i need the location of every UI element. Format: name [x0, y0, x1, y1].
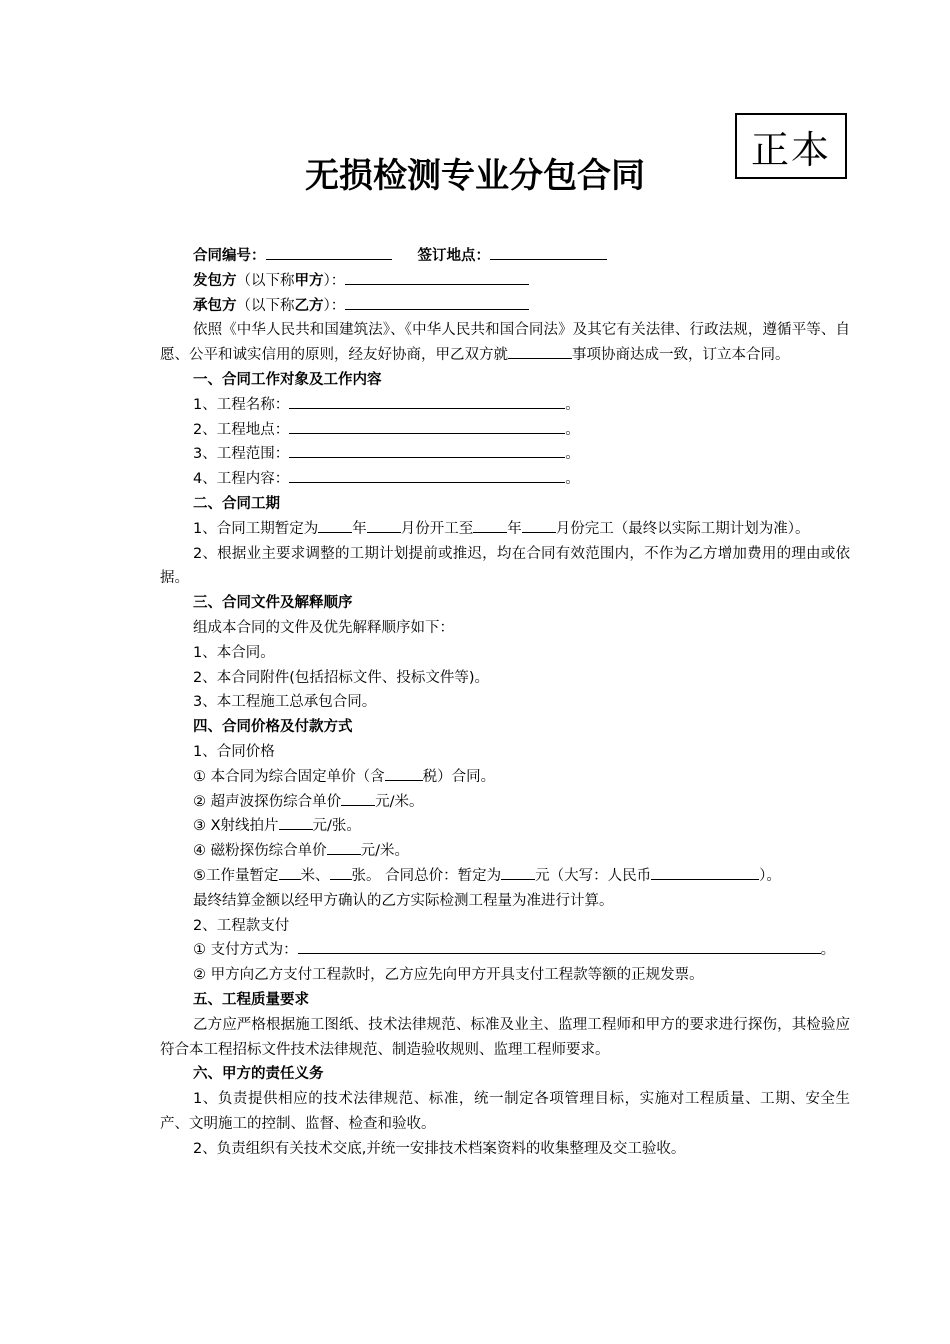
- document-item: 3、本工程施工总承包合同。: [193, 694, 377, 711]
- xray-price-blank[interactable]: [279, 814, 313, 830]
- section-1-heading: 一、合同工作对象及工作内容: [193, 371, 382, 388]
- end-year-blank[interactable]: [473, 517, 507, 533]
- period: 。: [820, 942, 836, 959]
- start-month-blank[interactable]: [367, 517, 401, 533]
- sign-place-blank[interactable]: [490, 244, 607, 260]
- intro-text-end: 事项协商达成一致，订立本合同。: [572, 347, 790, 364]
- total-price-blank[interactable]: [501, 864, 535, 880]
- contract-body: [160, 244, 850, 1161]
- fixed-price-line: [160, 765, 850, 790]
- period: 。: [565, 446, 580, 463]
- year-label: 年: [507, 520, 522, 537]
- period: 。: [565, 396, 580, 413]
- payment-method-line: [160, 938, 850, 963]
- party-b-label: 承包方: [193, 297, 237, 314]
- schedule-text: 月份完工（最终以实际工期计划为准）。: [555, 520, 810, 537]
- project-name-label: 1、工程名称：: [193, 396, 290, 413]
- period: 。: [565, 471, 580, 488]
- total-price-words-blank[interactable]: [651, 864, 759, 880]
- workload-text: 米、: [300, 867, 330, 884]
- meters-blank[interactable]: [279, 864, 301, 880]
- matter-blank[interactable]: [508, 343, 572, 359]
- contract-no-blank[interactable]: [266, 244, 392, 260]
- document-item: 1、本合同。: [193, 644, 275, 661]
- document-item: 2、本合同附件(包括招标文件、投标文件等)。: [193, 669, 490, 686]
- sheets-blank[interactable]: [330, 864, 352, 880]
- section-5-heading: 五、工程质量要求: [193, 991, 309, 1008]
- party-b-colon: ）：: [323, 297, 346, 314]
- project-location-blank[interactable]: [289, 418, 565, 434]
- unit-label: 元/张。: [312, 818, 361, 835]
- end-month-blank[interactable]: [522, 517, 556, 533]
- price-subheading: 1、合同价格: [193, 743, 275, 760]
- magnetic-price-text: ④ 磁粉探伤综合单价: [193, 843, 327, 860]
- payment-subheading: 2、工程款支付: [193, 917, 290, 934]
- schedule-text: 月份开工至: [400, 520, 474, 537]
- section-4-heading: 四、合同价格及付款方式: [193, 719, 353, 736]
- final-settlement-line: 最终结算金额以经甲方确认的乙方实际检测工程量为准进行计算。: [193, 892, 614, 909]
- party-b-name: 乙方: [294, 297, 324, 314]
- project-scope-blank[interactable]: [289, 442, 565, 458]
- schedule-paragraph: [160, 517, 850, 542]
- payment-method-blank[interactable]: [298, 938, 821, 954]
- xray-price-line: [160, 814, 850, 839]
- quality-paragraph: 乙方应严格根据施工图纸、技术法律规范、标准及业主、监理工程师和甲方的要求进行探伤，其检验应符合本工程招标文件技术法律规范、制造验收规则、监理工程师要求。: [160, 1016, 850, 1058]
- period: 。: [565, 421, 580, 438]
- original-copy-stamp: 正本: [735, 113, 847, 179]
- party-a-duty-2: 2、负责组织有关技术交底,并统一安排技术档案资料的收集整理及交工验收。: [193, 1140, 686, 1157]
- project-location-label: 2、工程地点：: [193, 421, 290, 438]
- intro-text: 依照《中华人民共和国建筑法》、《中华人民共和国合同法》及其它有关法律、行政法规，遵循平等、自愿、公平和诚实信用的原则，经友好协商，甲乙双方就: [160, 322, 850, 364]
- total-price-text: 元（大写：人民币: [535, 867, 652, 884]
- project-content-blank[interactable]: [289, 467, 565, 483]
- section-6-heading: 六、甲方的责任义务: [193, 1066, 324, 1083]
- ultrasonic-price-text: ② 超声波探伤综合单价: [193, 793, 342, 810]
- project-scope-label: 3、工程范围：: [193, 446, 290, 463]
- party-b-line: [160, 294, 850, 319]
- party-a-note: （以下称: [236, 272, 295, 289]
- schedule-adjust-paragraph: 2、根据业主要求调整的工期计划提前或推迟，均在合同有效范围内，不作为乙方增加费用的理由或依据。: [160, 545, 850, 587]
- total-price-text: ）。: [759, 867, 781, 884]
- party-a-line: [160, 269, 850, 294]
- sign-place-label: 签订地点：: [417, 248, 490, 264]
- party-a-name: 甲方: [294, 272, 324, 289]
- invoice-line: ② 甲方向乙方支付工程款时，乙方应先向甲方开具支付工程款等额的正规发票。: [193, 967, 704, 984]
- party-a-duty-1: 1、负责提供相应的技术法律规范、标准，统一制定各项管理目标，实施对工程质量、工期、安全生产、文明施工的控制、监督、检查和验收。: [160, 1091, 850, 1132]
- documents-intro: 组成本合同的文件及优先解释顺序如下：: [193, 619, 454, 636]
- party-b-blank[interactable]: [345, 294, 529, 310]
- project-content-label: 4、工程内容：: [193, 471, 290, 488]
- schedule-text: 1、合同工期暂定为: [193, 520, 319, 537]
- magnetic-price-blank[interactable]: [327, 839, 361, 855]
- ultrasonic-price-line: [160, 790, 850, 815]
- fixed-price-text: ① 本合同为综合固定单价（含: [193, 768, 385, 785]
- ultrasonic-price-blank[interactable]: [341, 790, 375, 806]
- year-label: 年: [352, 520, 367, 537]
- payment-method-label: ① 支付方式为：: [193, 942, 298, 959]
- fixed-price-text: 税）合同。: [422, 768, 496, 785]
- party-a-colon: ）：: [323, 272, 346, 289]
- tax-blank[interactable]: [385, 765, 423, 781]
- xray-price-text: ③ X射线拍片: [193, 818, 279, 835]
- start-year-blank[interactable]: [318, 517, 352, 533]
- project-name-blank[interactable]: [289, 393, 565, 409]
- unit-label: 元/米。: [375, 793, 424, 810]
- total-price-text: 张。 合同总价：暂定为: [351, 867, 502, 884]
- project-name-line: [160, 393, 850, 418]
- document-title: 无损检测专业分包合同: [305, 156, 645, 196]
- contract-no-label: 合同编号：: [193, 248, 266, 264]
- party-a-label: 发包方: [193, 272, 237, 289]
- intro-paragraph: [160, 318, 850, 368]
- section-2-heading: 二、合同工期: [193, 495, 280, 512]
- project-location-line: [160, 418, 850, 443]
- workload-text: ⑤工作量暂定: [193, 867, 279, 884]
- contract-header-line: [160, 244, 850, 269]
- party-b-note: （以下称: [236, 297, 295, 314]
- magnetic-price-line: [160, 839, 850, 864]
- unit-label: 元/米。: [360, 843, 409, 860]
- project-content-line: [160, 467, 850, 492]
- total-price-line: [160, 864, 850, 889]
- section-3-heading: 三、合同文件及解释顺序: [193, 595, 353, 612]
- party-a-blank[interactable]: [345, 269, 529, 285]
- project-scope-line: [160, 442, 850, 467]
